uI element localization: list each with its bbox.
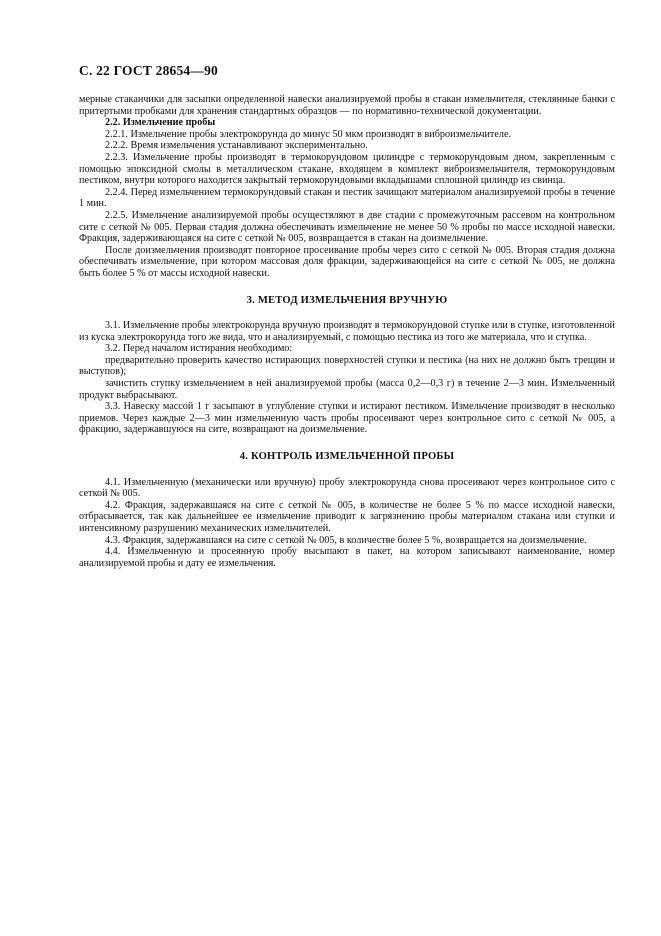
paragraph: зачистить ступку измельчением в ней анализируемой пробы (масса 0,2—0,3 г) в течение 2—3 мин. Измельченный продукт выбрасывают. xyxy=(79,378,615,401)
paragraph: 3.1. Измельчение пробы электрокорунда вручную производят в термокорундовой ступке или в ступке, изготовленной из куска электрокорунда того же вида, что и анализируемый, с помощью пестика из того же материала, что и ступка. xyxy=(79,320,615,343)
page-header: С. 22 ГОСТ 28654—90 xyxy=(79,63,218,78)
section-heading: 4. КОНТРОЛЬ ИЗМЕЛЬЧЕННОЙ ПРОБЫ xyxy=(239,451,455,463)
paragraph: 4.1. Измельченную (механически или вручную) пробу электрокорунда снова просеивают через контрольное сито с сеткой № 005. xyxy=(79,476,615,500)
paragraph: 4.4. Измельченную и просеянную пробу высыпают в пакет, на котором записывают наименование, номер анализируемой пробы и дату ее измельчения. xyxy=(79,546,615,569)
paragraph: 3.2. Перед началом истирания необходимо: xyxy=(105,343,293,355)
paragraph: 2.2.3. Измельчение пробы производят в термокорундовом цилиндре с термокорундовым дном, закрепленным с помощью эпоксидной смолы в металлическом стакане, входящем в комплект виброизмельчителя, термокорундовым пестиком, внутри которого находится закрытый термокорундовыми вкладышами сплошной цилиндр из свинца. xyxy=(79,151,615,187)
section-heading: 3. МЕТОД ИЗМЕЛЬЧЕНИЯ ВРУЧНУЮ xyxy=(246,294,448,306)
paragraph: 2.2.5. Измельчение анализируемой пробы осуществляют в две стадии с промежуточным рассевом на контрольном сите с сеткой № 005. Первая стадия должна обеспечивать измельчение не менее 50 % пробы по массе исходной навески. Фракция, задерживающаяся на сите с сеткой № 005, возвращается в стакан на доизмельчение. xyxy=(79,209,615,245)
paragraph: После доизмельчения производят повторное просеивание пробы через сито с сеткой № 005. Вторая стадия должна обеспечивать измельчение, при котором массовая доля фракции, задерживающейся на сите с сеткой № 005, не должна быть более 5 % от массы исходной навески. xyxy=(79,244,615,279)
document-body xyxy=(79,94,615,569)
paragraph-continuation: мерные стаканчики для засыпки определенной навески анализируемой пробы в стакан измельчителя, стеклянные банки с притертыми пробками для хранения стандартных образцов — по нормативно-технической документации. xyxy=(79,94,615,117)
paragraph: 2.2.1. Измельчение пробы электрокорунда до минус 50 мкм производят в виброизмельчителе. xyxy=(105,128,512,140)
subsection-heading: 2.2. Измельчение пробы xyxy=(105,117,216,129)
paragraph: 4.3. Фракция, задержавшаяся на сите с сеткой № 005, в количестве более 5 %, возвращается на доизмельчение. xyxy=(105,534,587,546)
paragraph: 2.2.4. Перед измельчением термокорундовый стакан и пестик зачищают материалом анализируемой пробы в течение 1 мин. xyxy=(79,186,615,210)
paragraph: 2.2.2. Время измельчения устанавливают экспериментально. xyxy=(105,140,368,152)
paragraph: предварительно проверить качество истирающих поверхностей ступки и пестика (на них не должно быть трещин и выступов); xyxy=(79,354,615,378)
paragraph: 4.2. Фракция, задержавшаяся на сите с сеткой № 005, в количестве не более 5 % по массе исходной навески, отбрасывается, так как дальнейшее ее измельчение приводит к загрязнению пробы материалом стакана или ступки и интенсивному разрушению механических измельчителей. xyxy=(79,499,615,534)
paragraph: 3.3. Навеску массой 1 г засыпают в углубление ступки и истирают пестиком. Измельчение производят в несколько приемов. Через каждые 2—3 мин измельченную часть пробы просеивают через контрольное сито с сеткой № 005, а фракцию, задержавшуюся на сите, возвращают на доизмельчение. xyxy=(79,401,615,436)
